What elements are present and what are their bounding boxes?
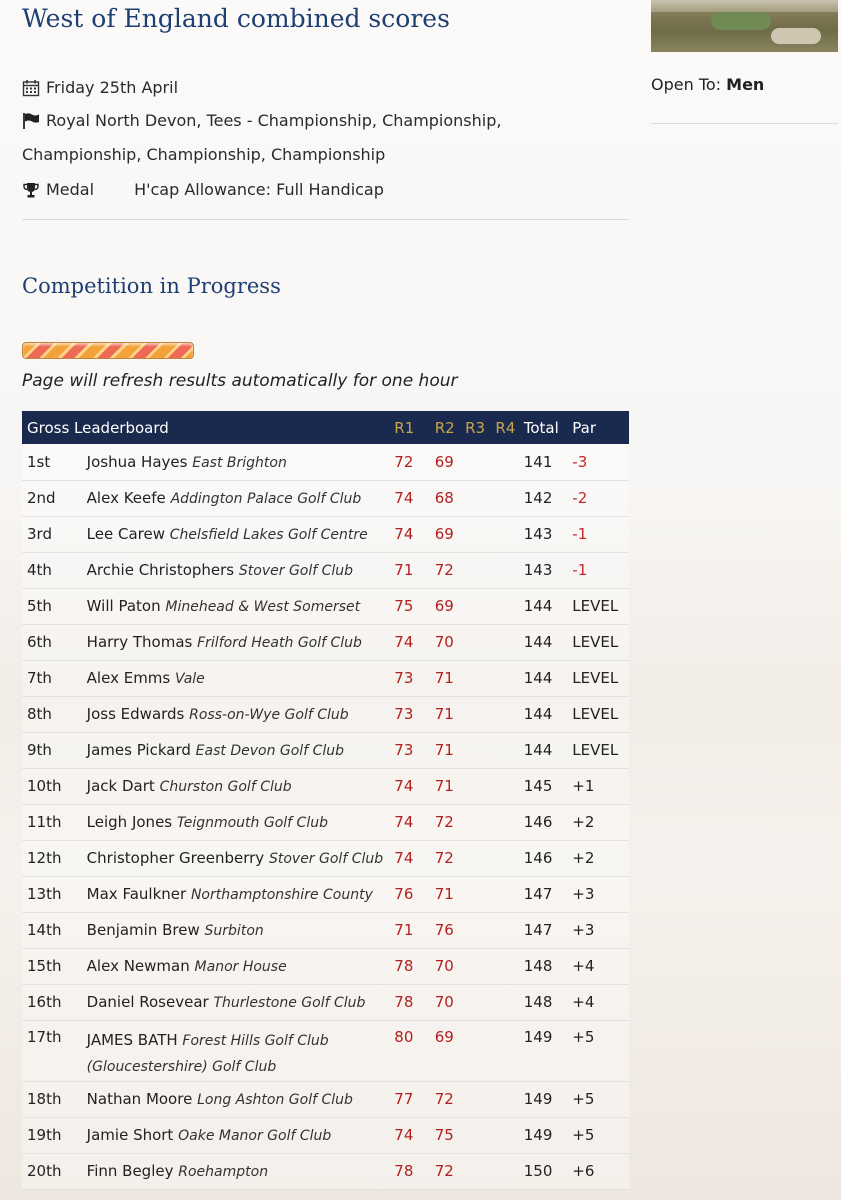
position: 19th [22, 1117, 81, 1153]
score-r1: 74 [394, 768, 434, 804]
score-r1: 76 [394, 876, 434, 912]
player-club: Teignmouth Golf Club [176, 815, 328, 831]
leaderboard-row [22, 984, 629, 1020]
score-total: 147 [524, 876, 573, 912]
score-par: +4 [572, 948, 629, 984]
score-r3 [465, 948, 495, 984]
position: 18th [22, 1081, 81, 1117]
score-r3 [465, 1153, 495, 1189]
score-r2: 69 [435, 444, 465, 480]
player-cell [81, 696, 395, 732]
player-name: Max Faulkner [86, 885, 187, 903]
flag-icon [22, 112, 40, 130]
player-club: Addington Palace Golf Club [170, 491, 362, 507]
page-title: West of England combined scores [22, 4, 450, 33]
score-r4 [495, 804, 523, 840]
leaderboard-row [22, 840, 629, 876]
player-club: Oake Manor Golf Club [178, 1128, 332, 1144]
score-r3 [465, 912, 495, 948]
position: 17th [22, 1020, 81, 1081]
score-r2: 69 [435, 516, 465, 552]
score-total: 144 [524, 696, 573, 732]
event-venue-line2: Championship, Championship, Championship [22, 145, 386, 164]
leaderboard-row [22, 696, 629, 732]
leaderboard-row [22, 876, 629, 912]
score-par: +3 [572, 912, 629, 948]
leaderboard-row [22, 1020, 629, 1081]
player-name: Will Paton [86, 597, 161, 615]
player-name: Joss Edwards [86, 705, 185, 723]
player-cell [81, 444, 395, 480]
player-cell [81, 1020, 395, 1081]
score-r1: 78 [394, 1153, 434, 1189]
position: 2nd [22, 480, 81, 516]
player-club: Thurlestone Golf Club [213, 995, 366, 1011]
refresh-note: Page will refresh results automatically for one hour [22, 371, 458, 391]
leaderboard-header-row [22, 411, 629, 444]
score-r1: 75 [394, 588, 434, 624]
divider [22, 219, 629, 220]
player-cell [81, 768, 395, 804]
score-r1: 74 [394, 516, 434, 552]
score-total: 143 [524, 516, 573, 552]
score-r3 [465, 876, 495, 912]
score-r4 [495, 1117, 523, 1153]
score-r3 [465, 552, 495, 588]
player-name: JAMES BATH [86, 1030, 178, 1049]
position: 11th [22, 804, 81, 840]
score-r1: 74 [394, 480, 434, 516]
score-r3 [465, 480, 495, 516]
score-r3 [465, 732, 495, 768]
score-r4 [495, 624, 523, 660]
position: 7th [22, 660, 81, 696]
sidebar-divider [651, 123, 838, 124]
score-total: 145 [524, 768, 573, 804]
score-r2: 69 [435, 1020, 465, 1081]
player-name: Alex Emms [86, 669, 171, 687]
handicap-allowance: H'cap Allowance: Full Handicap [134, 180, 384, 199]
open-to [651, 75, 764, 94]
position: 20th [22, 1153, 81, 1189]
score-total: 142 [524, 480, 573, 516]
leaderboard-row [22, 1081, 629, 1117]
position: 6th [22, 624, 81, 660]
header-total: Total [524, 411, 573, 444]
score-total: 141 [524, 444, 573, 480]
score-r4 [495, 840, 523, 876]
score-r4 [495, 660, 523, 696]
score-r4 [495, 444, 523, 480]
player-club: Surbiton [204, 923, 264, 939]
score-r4 [495, 516, 523, 552]
event-date [22, 78, 178, 97]
score-par: +5 [572, 1081, 629, 1117]
score-total: 146 [524, 804, 573, 840]
player-name: Leigh Jones [86, 813, 173, 831]
score-par: LEVEL [572, 696, 629, 732]
calendar-icon [22, 79, 40, 97]
score-total: 147 [524, 912, 573, 948]
leaderboard-row [22, 588, 629, 624]
score-r4 [495, 1020, 523, 1081]
score-r3 [465, 1117, 495, 1153]
open-to-label: Open To: [651, 75, 722, 94]
leaderboard-title: Gross Leaderboard [22, 411, 394, 444]
leaderboard-row [22, 660, 629, 696]
score-r4 [495, 768, 523, 804]
score-r4 [495, 1081, 523, 1117]
score-r2: 71 [435, 768, 465, 804]
player-club: Stover Golf Club [238, 563, 354, 579]
score-r2: 72 [435, 840, 465, 876]
score-r3 [465, 1020, 495, 1081]
player-cell [81, 1153, 395, 1189]
score-r1: 74 [394, 804, 434, 840]
score-r1: 78 [394, 948, 434, 984]
player-name: Jack Dart [86, 777, 155, 795]
score-r2: 72 [435, 552, 465, 588]
score-r2: 72 [435, 1081, 465, 1117]
player-name: Lee Carew [86, 525, 165, 543]
score-r3 [465, 984, 495, 1020]
score-r3 [465, 696, 495, 732]
score-r4 [495, 1153, 523, 1189]
course-photo [651, 0, 838, 52]
player-cell [81, 552, 395, 588]
score-r1: 80 [394, 1020, 434, 1081]
score-r4 [495, 552, 523, 588]
player-club: Manor House [194, 959, 287, 975]
player-name: Harry Thomas [86, 633, 193, 651]
player-cell [81, 948, 395, 984]
player-name: James Pickard [86, 741, 191, 759]
position: 10th [22, 768, 81, 804]
player-club: Churston Golf Club [159, 779, 292, 795]
score-r3 [465, 444, 495, 480]
score-r3 [465, 840, 495, 876]
score-total: 149 [524, 1081, 573, 1117]
player-name: Christopher Greenberry [86, 849, 265, 867]
score-r1: 74 [394, 840, 434, 876]
player-club: Minehead & West Somerset [165, 599, 361, 615]
score-r1: 73 [394, 696, 434, 732]
position: 5th [22, 588, 81, 624]
player-cell [81, 480, 395, 516]
score-r4 [495, 696, 523, 732]
player-club: East Devon Golf Club [195, 743, 345, 759]
player-cell [81, 624, 395, 660]
leaderboard-row [22, 480, 629, 516]
score-r4 [495, 480, 523, 516]
player-cell [81, 876, 395, 912]
score-par: +5 [572, 1117, 629, 1153]
position: 4th [22, 552, 81, 588]
player-club: Ross-on-Wye Golf Club [189, 707, 349, 723]
score-par: -3 [572, 444, 629, 480]
score-r3 [465, 660, 495, 696]
player-cell [81, 840, 395, 876]
header-r3: R3 [465, 411, 495, 444]
score-par: -1 [572, 552, 629, 588]
player-cell [81, 732, 395, 768]
score-r2: 70 [435, 624, 465, 660]
player-cell [81, 588, 395, 624]
trophy-icon [22, 181, 40, 199]
score-r3 [465, 624, 495, 660]
score-total: 150 [524, 1153, 573, 1189]
score-par: +1 [572, 768, 629, 804]
score-total: 144 [524, 624, 573, 660]
score-total: 148 [524, 948, 573, 984]
player-name: Jamie Short [86, 1126, 174, 1144]
score-par: LEVEL [572, 588, 629, 624]
position: 16th [22, 984, 81, 1020]
score-total: 144 [524, 732, 573, 768]
score-r3 [465, 516, 495, 552]
player-cell [81, 804, 395, 840]
player-club: Long Ashton Golf Club [197, 1092, 353, 1108]
score-r3 [465, 588, 495, 624]
competition-status-title: Competition in Progress [22, 274, 281, 298]
score-r2: 71 [435, 732, 465, 768]
leaderboard-row [22, 912, 629, 948]
score-total: 146 [524, 840, 573, 876]
gross-leaderboard-table [22, 411, 629, 1190]
player-club: Forest Hills Golf Club (Gloucestershire) Golf Club [86, 1032, 329, 1075]
position: 9th [22, 732, 81, 768]
leaderboard-row [22, 768, 629, 804]
player-name: Joshua Hayes [86, 452, 188, 471]
score-r2: 71 [435, 696, 465, 732]
leaderboard-row [22, 552, 629, 588]
position: 1st [22, 444, 81, 480]
open-to-value: Men [726, 75, 765, 94]
score-r2: 72 [435, 1153, 465, 1189]
player-name: Nathan Moore [86, 1090, 193, 1108]
score-par: -2 [572, 480, 629, 516]
score-par: +5 [572, 1020, 629, 1081]
score-par: LEVEL [572, 732, 629, 768]
leaderboard-row [22, 444, 629, 480]
score-r2: 68 [435, 480, 465, 516]
player-club: Stover Golf Club [268, 851, 384, 867]
leaderboard-row [22, 1153, 629, 1189]
score-par: +2 [572, 840, 629, 876]
position: 14th [22, 912, 81, 948]
leaderboard-row [22, 1117, 629, 1153]
score-total: 143 [524, 552, 573, 588]
leaderboard-row [22, 516, 629, 552]
score-total: 149 [524, 1117, 573, 1153]
score-r1: 73 [394, 660, 434, 696]
player-cell [81, 516, 395, 552]
player-club: Frilford Heath Golf Club [197, 635, 362, 651]
event-format [22, 180, 384, 199]
score-r1: 74 [394, 624, 434, 660]
player-cell [81, 1081, 395, 1117]
leaderboard-row [22, 804, 629, 840]
score-r1: 73 [394, 732, 434, 768]
score-par: +6 [572, 1153, 629, 1189]
event-date-text: Friday 25th April [46, 78, 179, 97]
score-par: +2 [572, 804, 629, 840]
score-r4 [495, 876, 523, 912]
header-r4: R4 [495, 411, 523, 444]
score-total: 144 [524, 660, 573, 696]
score-r4 [495, 588, 523, 624]
score-r1: 77 [394, 1081, 434, 1117]
score-r4 [495, 984, 523, 1020]
player-club: Vale [175, 671, 205, 687]
progress-bar [22, 342, 194, 359]
score-r1: 71 [394, 552, 434, 588]
score-par: +4 [572, 984, 629, 1020]
score-r1: 78 [394, 984, 434, 1020]
position: 13th [22, 876, 81, 912]
score-r1: 71 [394, 912, 434, 948]
score-r4 [495, 912, 523, 948]
score-r2: 72 [435, 804, 465, 840]
score-r2: 76 [435, 912, 465, 948]
position: 3rd [22, 516, 81, 552]
header-r1: R1 [394, 411, 434, 444]
event-format-text: Medal [46, 180, 95, 199]
score-r4 [495, 732, 523, 768]
score-r1: 72 [394, 444, 434, 480]
leaderboard-row [22, 948, 629, 984]
score-r3 [465, 768, 495, 804]
score-r3 [465, 804, 495, 840]
player-name: Archie Christophers [86, 561, 235, 579]
player-club: Roehampton [178, 1164, 269, 1180]
player-name: Daniel Rosevear [86, 993, 209, 1011]
player-name: Alex Keefe [86, 489, 166, 507]
player-cell [81, 984, 395, 1020]
player-club: Chelsfield Lakes Golf Centre [169, 527, 368, 543]
player-name: Alex Newman [86, 957, 190, 975]
event-venue [22, 111, 501, 130]
player-cell [81, 660, 395, 696]
player-name: Benjamin Brew [86, 921, 200, 939]
score-r4 [495, 948, 523, 984]
score-r2: 70 [435, 984, 465, 1020]
score-r1: 74 [394, 1117, 434, 1153]
event-venue-line1: Royal North Devon, Tees - Championship, Championship, [46, 111, 502, 130]
score-r2: 71 [435, 660, 465, 696]
player-cell [81, 1117, 395, 1153]
position: 12th [22, 840, 81, 876]
score-total: 149 [524, 1020, 573, 1081]
leaderboard-row [22, 732, 629, 768]
score-total: 144 [524, 588, 573, 624]
score-r3 [465, 1081, 495, 1117]
score-total: 148 [524, 984, 573, 1020]
score-par: LEVEL [572, 660, 629, 696]
score-r2: 75 [435, 1117, 465, 1153]
player-club: Northamptonshire County [190, 887, 373, 903]
player-cell [81, 912, 395, 948]
header-par: Par [572, 411, 629, 444]
leaderboard-row [22, 624, 629, 660]
score-r2: 69 [435, 588, 465, 624]
score-r2: 70 [435, 948, 465, 984]
score-par: LEVEL [572, 624, 629, 660]
player-club: East Brighton [192, 454, 287, 471]
score-r2: 71 [435, 876, 465, 912]
header-r2: R2 [435, 411, 465, 444]
score-par: -1 [572, 516, 629, 552]
position: 15th [22, 948, 81, 984]
position: 8th [22, 696, 81, 732]
player-name: Finn Begley [86, 1162, 174, 1180]
score-par: +3 [572, 876, 629, 912]
